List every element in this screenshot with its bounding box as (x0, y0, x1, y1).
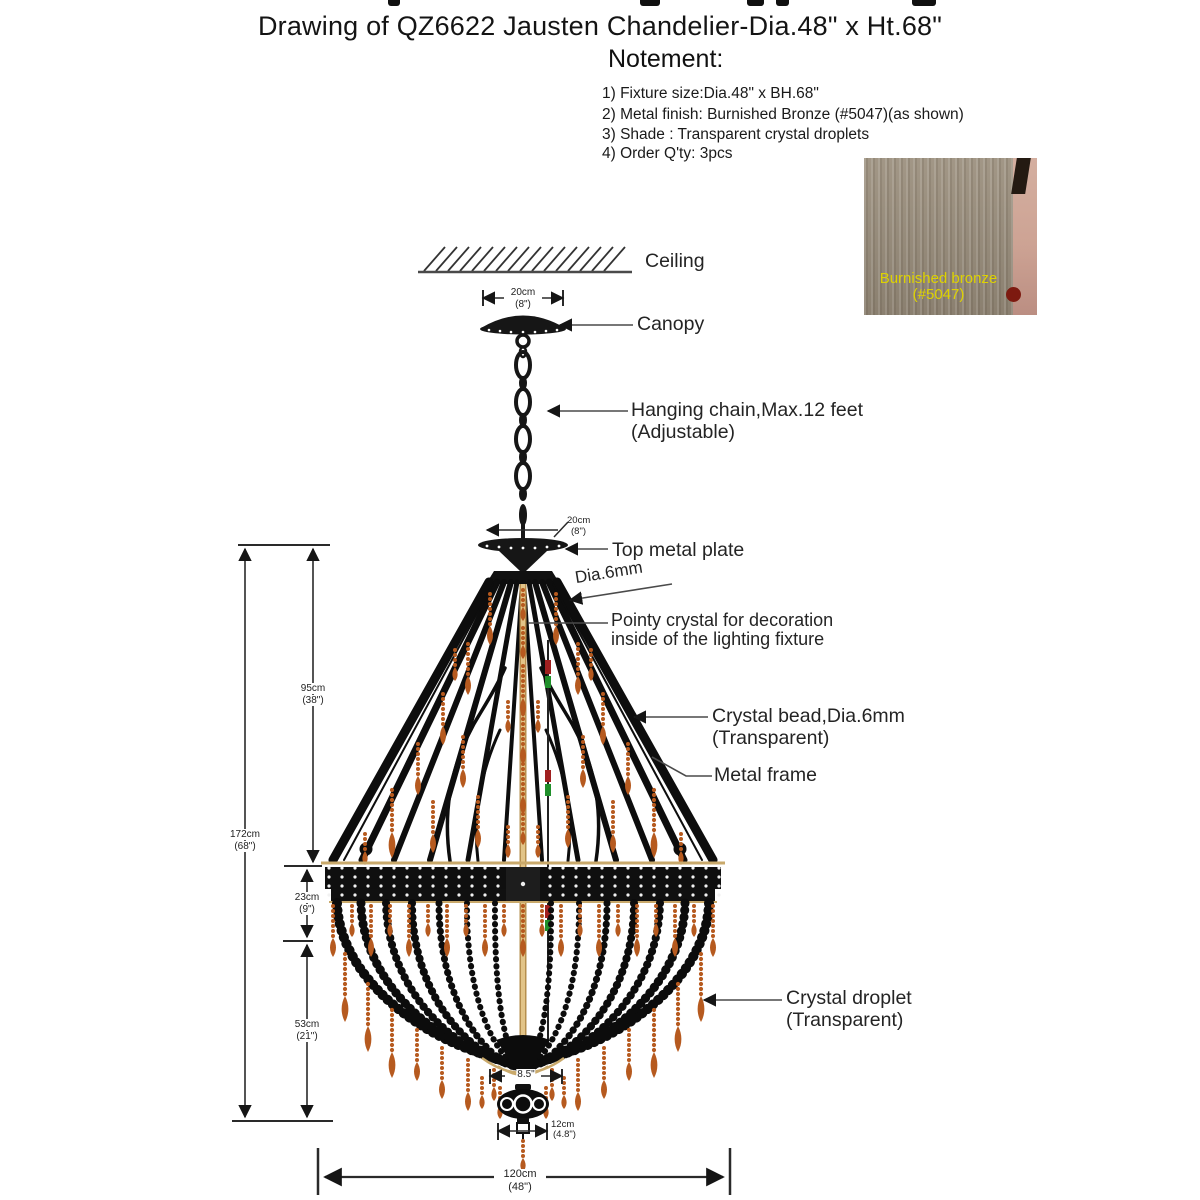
top-metal-plate (478, 504, 568, 571)
dim-cone-height-cm: 95cm (300, 683, 326, 694)
dim-basket-height-in: (21") (296, 1031, 318, 1042)
notement-item: 1) Fixture size:Dia.48" x BH.68" (602, 85, 819, 102)
hanging-chain-label (631, 399, 863, 443)
dim-cone-height-in: (38") (302, 695, 324, 706)
dim-finial-width-in: (4.8") (553, 1129, 576, 1140)
dim-canopy-width-cm: 20cm (510, 287, 536, 298)
notement-item: 2) Metal finish: Burnished Bronze (#5047)(as shown) (602, 106, 964, 123)
canopy-label: Canopy (637, 313, 705, 335)
metal-frame-label: Metal frame (714, 764, 817, 786)
hanging-chain-label-line1: Hanging chain,Max.12 feet (631, 399, 863, 421)
dim-total-width-cm: 120cm (503, 1168, 537, 1180)
crystal-bead-label-line2: (Transparent) (712, 727, 830, 749)
dim-total-height-cm: 172cm (229, 829, 261, 840)
crystal-droplet-label-line2: (Transparent) (786, 1009, 904, 1031)
dim-band-height-in: (9") (299, 904, 315, 915)
crystal-bead-label-line1: Crystal bead,Dia.6mm (712, 705, 905, 727)
dim-plate-width-cm: 20cm (567, 515, 591, 526)
notement-item: 4) Order Q'ty: 3pcs (602, 145, 733, 162)
crystal-bead-label (712, 705, 905, 749)
dim-finial-width-cm: 12cm (551, 1119, 575, 1130)
dim-band-height-cm: 23cm (294, 892, 320, 903)
dim-canopy-width-in: (8") (515, 299, 531, 310)
hanging-chain-label-line2: (Adjustable) (631, 421, 736, 443)
ceiling-hatch (418, 247, 632, 272)
top-metal-plate-label: Top metal plate (612, 539, 745, 561)
bottom-finial (497, 1084, 549, 1172)
pointy-crystal-label-line2: inside of the lighting fixture (611, 629, 825, 649)
ceiling-label: Ceiling (645, 250, 705, 272)
swatch-label-line1: Burnished bronze (879, 270, 998, 287)
swatch-label-line2: (#5047) (912, 286, 965, 303)
pointy-crystal-label-line1: Pointy crystal for decoration (611, 610, 834, 630)
center-band (321, 863, 725, 902)
notement-heading: Notement: (608, 45, 724, 73)
dim-tip-width: 8.5" (517, 1069, 535, 1080)
dim-total-height-in: (68") (234, 841, 256, 852)
notement-item: 3) Shade : Transparent crystal droplets (602, 126, 870, 143)
page-title: Drawing of QZ6622 Jausten Chandelier-Dia.48" x Ht.68" (257, 11, 943, 41)
dia-6mm-label: Dia.6mm (573, 557, 644, 588)
crystal-droplet-label (786, 987, 912, 1031)
dim-basket-height-cm: 53cm (294, 1019, 320, 1030)
crystal-droplet-label-line1: Crystal droplet (786, 987, 912, 1009)
hanging-chain (516, 352, 530, 500)
dim-total-width-in: (48") (508, 1181, 532, 1193)
dim-plate-width-in: (8") (571, 526, 586, 537)
pointy-crystal-label (611, 611, 833, 649)
